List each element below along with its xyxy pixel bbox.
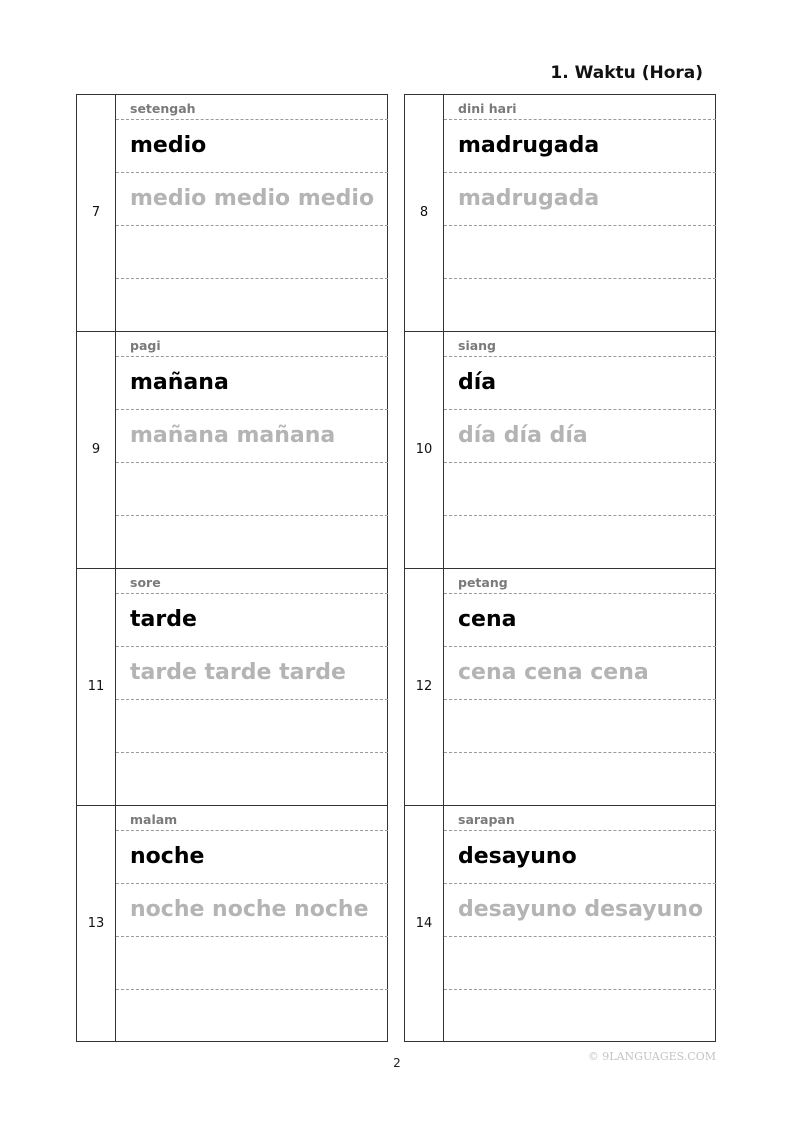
meaning-row [444,569,716,594]
word-text: tarde [130,607,197,632]
vocab-card [76,805,388,1042]
meaning-row [116,569,388,594]
meaning-text: siang [458,338,497,353]
card-number: 13 [87,916,105,931]
word-text: madrugada [458,133,600,158]
word-text: mañana [130,370,229,395]
trace-row [116,173,388,226]
meaning-text: dini hari [458,101,517,116]
trace-text: mañana mañana [130,423,336,448]
meaning-row [444,806,716,831]
vocab-card [76,568,388,805]
word-text: medio [130,133,207,158]
trace-text: día día día [458,423,588,448]
trace-row [116,884,388,937]
card-number: 9 [91,442,101,457]
practice-line [444,753,716,806]
meaning-row [444,95,716,120]
copyright-notice: © 9LANGUAGES.COM [587,1050,716,1063]
trace-text: tarde tarde tarde [130,660,346,685]
trace-text: cena cena cena [458,660,649,685]
card-number: 12 [415,679,433,694]
practice-line [444,990,716,1043]
trace-row [116,647,388,700]
vocab-card [404,94,716,331]
meaning-text: pagi [130,338,161,353]
card-number: 11 [87,679,105,694]
practice-line [116,226,388,279]
word-row [116,594,388,647]
practice-line [116,700,388,753]
card-number: 10 [415,442,433,457]
trace-row [444,884,716,937]
practice-line [444,279,716,332]
trace-row [444,410,716,463]
trace-text: noche noche noche [130,897,369,922]
meaning-text: setengah [130,101,196,116]
trace-text: madrugada [458,186,600,211]
card-number: 14 [415,916,433,931]
card-number: 8 [419,205,429,220]
word-row [116,120,388,173]
word-row [444,831,716,884]
vocab-card [404,568,716,805]
word-text: noche [130,844,205,869]
card-number: 7 [91,205,101,220]
word-row [444,357,716,410]
word-text: cena [458,607,517,632]
practice-line [116,753,388,806]
trace-row [116,410,388,463]
practice-line [116,516,388,569]
vocab-card [76,331,388,568]
practice-line [444,937,716,990]
practice-line [444,516,716,569]
word-row [116,357,388,410]
meaning-text: sarapan [458,812,515,827]
meaning-row [116,332,388,357]
word-row [444,594,716,647]
practice-line [116,937,388,990]
word-text: día [458,370,497,395]
meaning-text: malam [130,812,178,827]
trace-text: medio medio medio [130,186,375,211]
vocab-card [404,331,716,568]
meaning-row [444,332,716,357]
practice-line [116,463,388,516]
meaning-row [116,95,388,120]
practice-line [444,463,716,516]
page-title: 1. Waktu (Hora) [550,63,703,83]
word-row [116,831,388,884]
vocab-card [404,805,716,1042]
practice-line [116,279,388,332]
meaning-text: sore [130,575,161,590]
word-row [444,120,716,173]
trace-row [444,173,716,226]
practice-line [116,990,388,1043]
practice-line [444,226,716,279]
word-text: desayuno [458,844,577,869]
page-number: 2 [393,1056,401,1070]
meaning-text: petang [458,575,508,590]
vocab-card [76,94,388,331]
trace-text: desayuno desayuno [458,897,704,922]
meaning-row [116,806,388,831]
practice-line [444,700,716,753]
trace-row [444,647,716,700]
